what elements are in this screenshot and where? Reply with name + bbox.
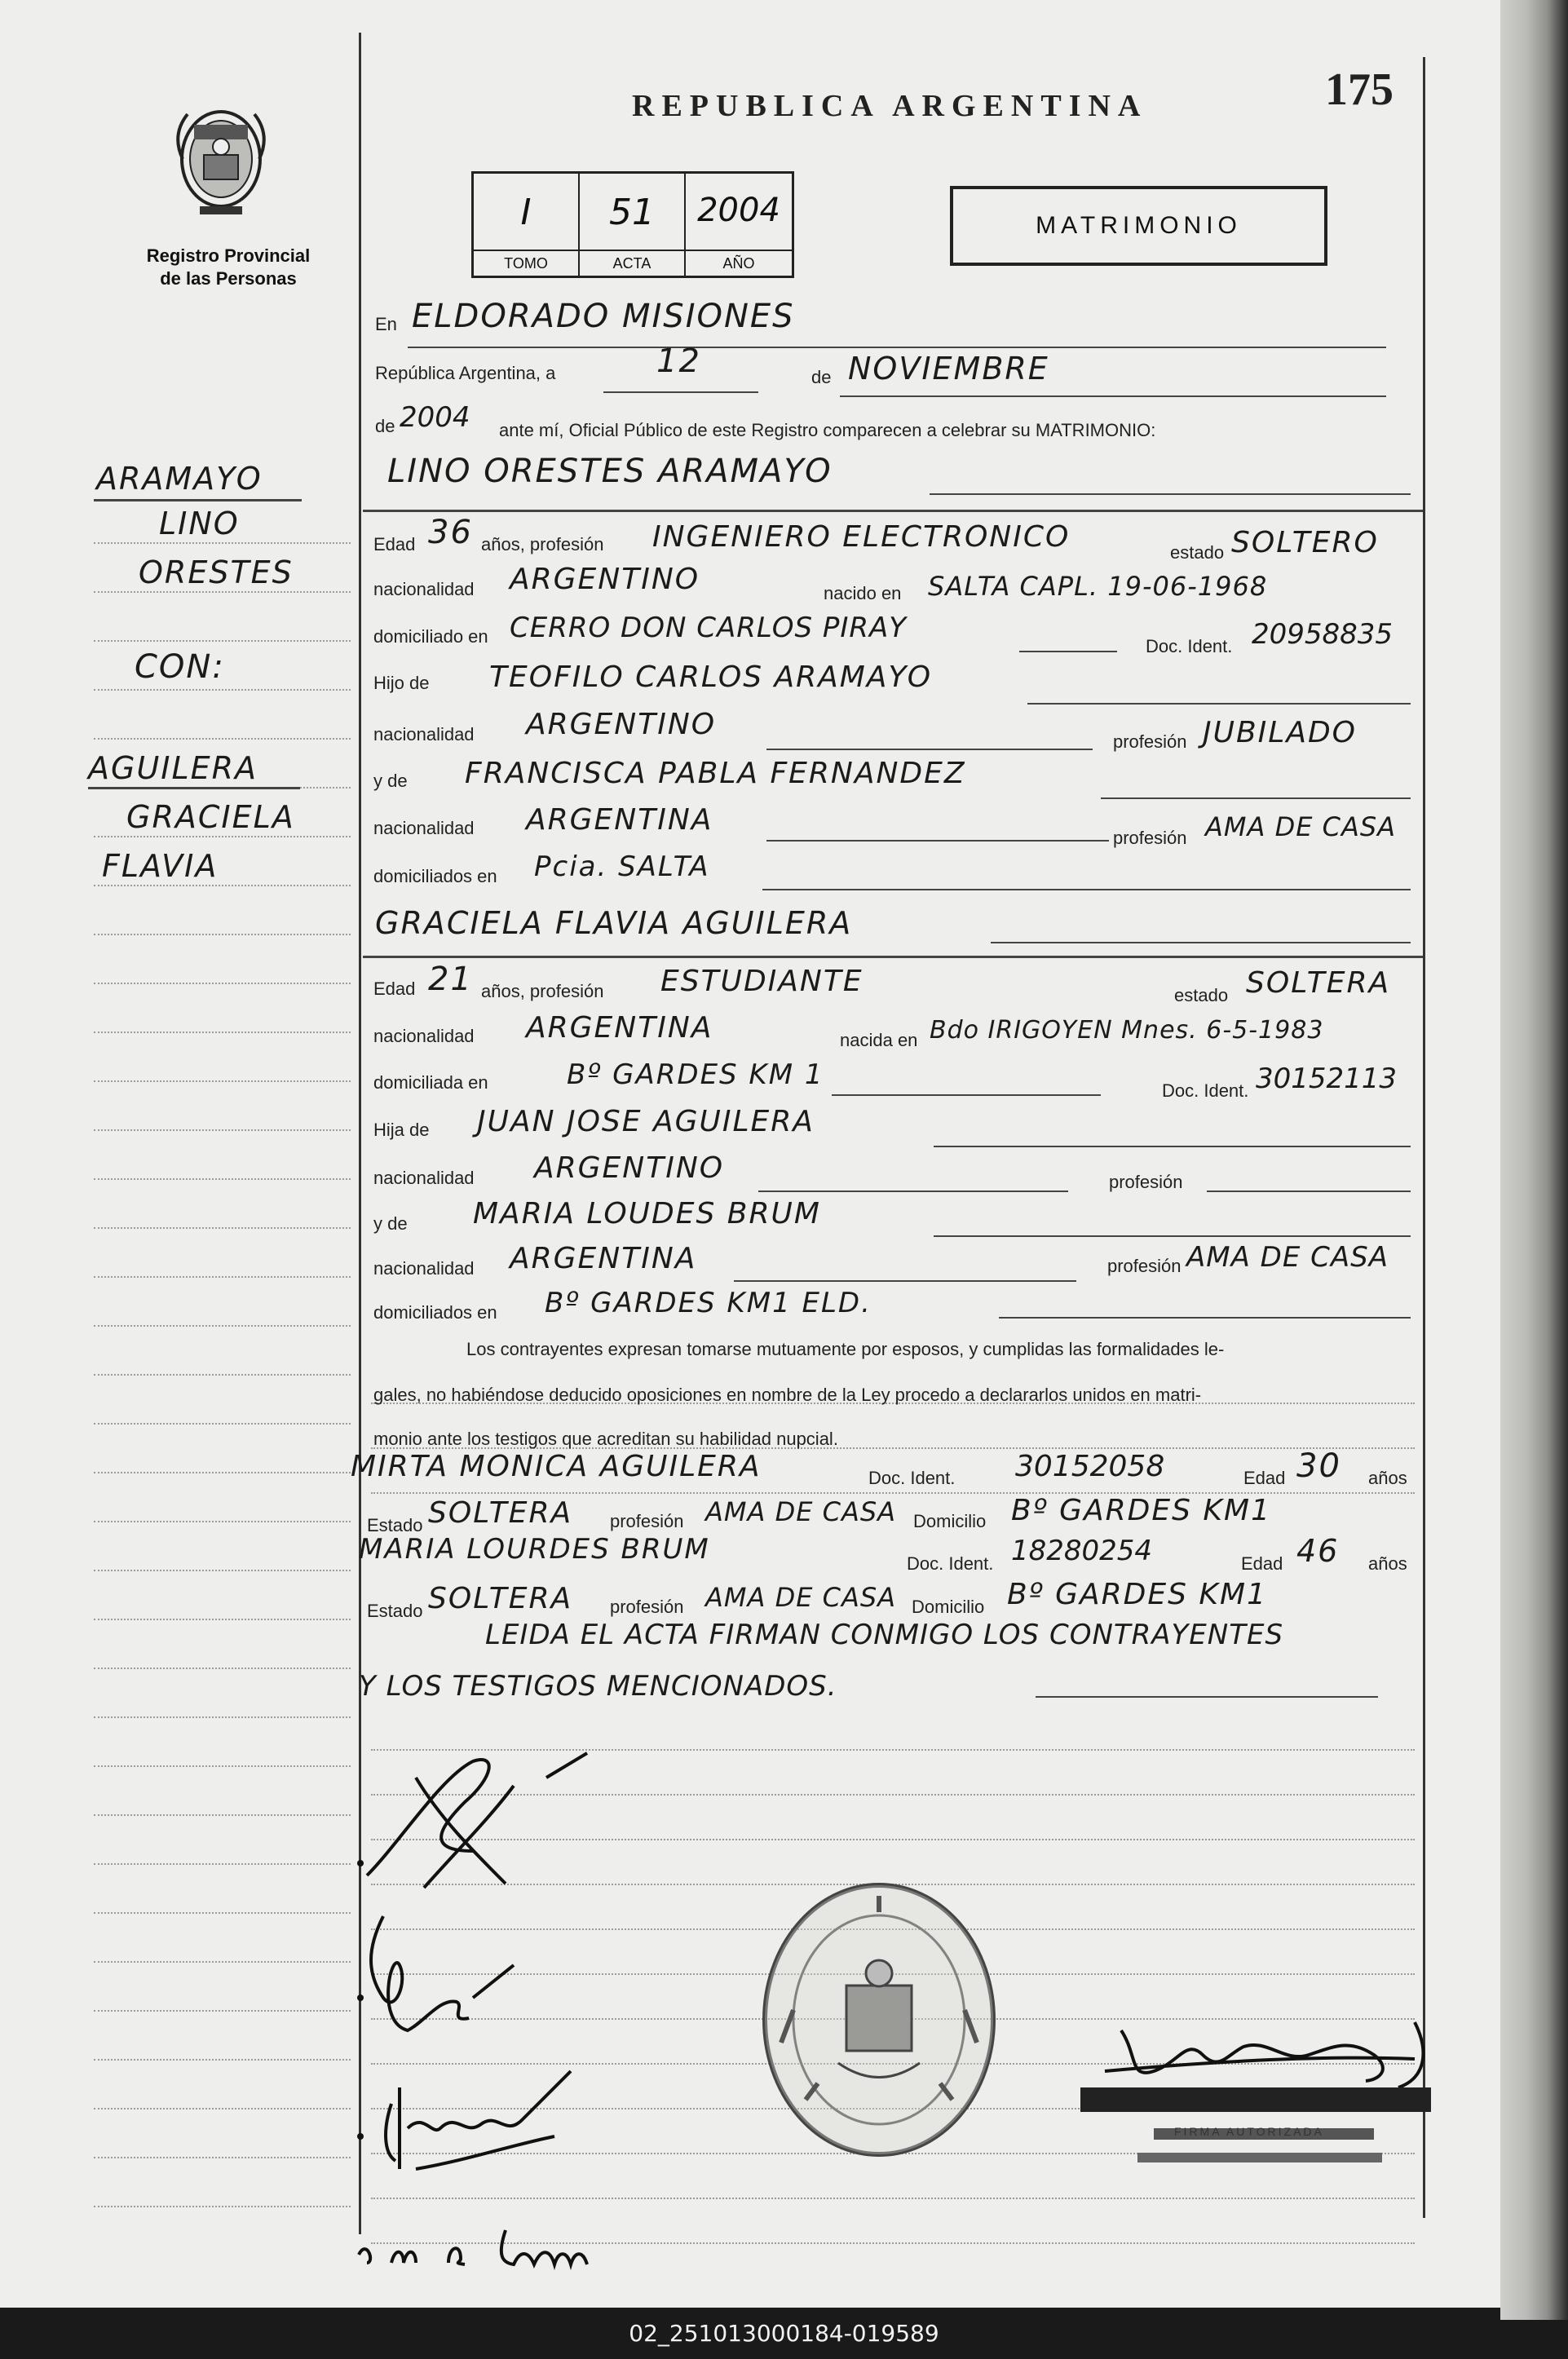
signature-groom <box>351 1745 612 1900</box>
month-value: NOVIEMBRE <box>848 351 1049 387</box>
closing-line-1: LEIDA EL ACTA FIRMAN CONMIGO LOS CONTRAYENTES <box>485 1619 1284 1651</box>
groom-mother-line <box>1101 797 1411 799</box>
bride-parents-domicile-line <box>999 1317 1411 1319</box>
year-value: 2004 <box>400 401 470 434</box>
margin-underline-groom <box>94 499 302 501</box>
margin-groom-name-2: ORESTES <box>139 554 294 590</box>
groom-mother-profession: AMA DE CASA <box>1205 811 1397 842</box>
label-domiciliados: domiciliados en <box>373 866 497 886</box>
bride-mother-profession: AMA DE CASA <box>1186 1241 1389 1274</box>
label-bride-nacionalidad: nacionalidad <box>373 1026 475 1046</box>
label-father-nacionalidad: nacionalidad <box>373 724 475 744</box>
label-w1-doc: Doc. Ident. <box>868 1468 956 1488</box>
page-title: REPUBLICA ARGENTINA <box>632 89 1148 123</box>
acta-cell <box>580 174 686 276</box>
anio-cell <box>686 174 792 276</box>
book-binding <box>1500 0 1568 2320</box>
groom-mother-nationality: ARGENTINA <box>526 803 713 837</box>
witness-1-name: MIRTA MONICA AGUILERA <box>351 1450 762 1483</box>
margin-bride-surname: AGUILERA <box>88 750 258 786</box>
groom-domicile-line <box>1019 651 1117 652</box>
label-groom-nacionalidad: nacionalidad <box>373 579 475 599</box>
label-w2-estado: Estado <box>367 1601 423 1621</box>
label-w1-anos: años <box>1368 1468 1407 1488</box>
label-bride-y-de: y de <box>373 1213 408 1234</box>
witness-1-status: SOLTERA <box>428 1496 573 1530</box>
bride-father-nationality: ARGENTINO <box>534 1151 725 1185</box>
groom-mother-nat-line <box>766 840 1109 842</box>
label-w1-estado: Estado <box>367 1515 423 1535</box>
label-hijo-de: Hijo de <box>373 673 430 693</box>
signature-witness-2 <box>351 2214 620 2279</box>
bride-father-line <box>934 1146 1411 1147</box>
label-w2-doc: Doc. Ident. <box>907 1553 994 1574</box>
tomo-label: TOMO <box>474 250 578 276</box>
groom-mother: FRANCISCA PABLA FERNANDEZ <box>465 757 966 790</box>
witness-2-age: 46 <box>1296 1533 1340 1569</box>
label-w2-profesion: profesión <box>610 1597 684 1617</box>
label-bmother-profesion: profesión <box>1107 1256 1182 1276</box>
label-mother-profesion: profesión <box>1113 828 1187 848</box>
label-ante-mi: ante mí, Oficial Público de este Registro comparecen a celebrar su MATRIMONIO: <box>499 420 1156 440</box>
groom-doc: 20958835 <box>1252 618 1394 651</box>
bride-status: SOLTERA <box>1246 966 1391 1000</box>
groom-nationality: ARGENTINO <box>510 563 700 596</box>
bride-father: JUAN JOSE AGUILERA <box>477 1105 815 1138</box>
groom-name-line <box>930 493 1411 495</box>
margin-con: CON: <box>135 648 225 686</box>
label-groom-nacido: nacido en <box>824 583 902 603</box>
margin-groom-name-1: LINO <box>159 506 240 541</box>
label-groom-anos-profesion: años, profesión <box>481 534 604 554</box>
witness-2-domicile: Bº GARDES KM1 <box>1007 1578 1267 1611</box>
bride-name-line <box>991 942 1411 943</box>
act-type-box: MATRIMONIO <box>950 186 1327 266</box>
label-bmother-nacionalidad: nacionalidad <box>373 1258 475 1279</box>
day-line <box>603 391 758 393</box>
groom-age: 36 <box>428 514 473 551</box>
statement-line-1: Los contrayentes expresan tomarse mutuamente por esposos, y cumplidas las formalidades le- <box>466 1339 1225 1359</box>
groom-status: SOLTERO <box>1231 526 1379 559</box>
bride-father-nat-line <box>758 1191 1068 1192</box>
label-groom-estado: estado <box>1170 542 1225 563</box>
label-hija-de: Hija de <box>373 1120 430 1140</box>
groom-father-line <box>1027 703 1411 705</box>
day-value: 12 <box>656 342 701 380</box>
label-de-month: de <box>811 367 832 387</box>
label-bride-domiciliados: domiciliados en <box>373 1302 497 1323</box>
groom-father-nationality: ARGENTINO <box>526 708 717 741</box>
margin-underline-bride <box>88 787 300 789</box>
witness-2-status: SOLTERA <box>428 1582 573 1615</box>
label-bfather-profesion: profesión <box>1109 1172 1183 1192</box>
groom-father-nat-line <box>766 749 1093 750</box>
bride-age: 21 <box>428 961 473 998</box>
bride-mother-nat-line <box>734 1280 1076 1282</box>
place-line <box>408 347 1386 348</box>
bride-father-prof-line <box>1207 1191 1411 1192</box>
bride-doc: 30152113 <box>1256 1062 1398 1095</box>
witness-1-domicile: Bº GARDES KM1 <box>1011 1494 1271 1527</box>
official-round-stamp-icon <box>757 1880 1001 2161</box>
bride-section-divider <box>363 956 1423 958</box>
label-bride-estado: estado <box>1174 985 1229 1005</box>
label-de-year: de <box>375 416 395 436</box>
witness-1-age: 30 <box>1296 1447 1341 1485</box>
closing-line <box>1036 1696 1378 1698</box>
label-father-profesion: profesión <box>1113 731 1187 752</box>
groom-father-profession: JUBILADO <box>1203 716 1358 749</box>
label-en: En <box>375 314 397 334</box>
witness-1-doc: 30152058 <box>1015 1450 1165 1483</box>
label-bride-edad: Edad <box>373 978 416 999</box>
image-caption: 02_251013000184-019589 <box>629 2320 939 2347</box>
bride-parents-domicile: Bº GARDES KM1 ELD. <box>545 1287 872 1319</box>
groom-profession: INGENIERO ELECTRONICO <box>652 520 1071 554</box>
groom-parents-domicile: Pcia. SALTA <box>534 850 710 883</box>
label-w1-profesion: profesión <box>610 1511 684 1531</box>
witness-2-name: MARIA LOURDES BRUM <box>359 1533 710 1566</box>
bride-nationality: ARGENTINA <box>526 1011 713 1045</box>
label-groom-edad: Edad <box>373 534 416 554</box>
statement-line-2: gales, no habiéndose deducido oposiciones en nombre de la Ley procedo a declararlos unidos en matri- <box>373 1385 1202 1405</box>
margin-groom-surname: ARAMAYO <box>96 461 263 497</box>
witness-2-doc: 18280254 <box>1011 1535 1153 1567</box>
label-w2-domicilio: Domicilio <box>912 1597 985 1617</box>
label-bfather-nacionalidad: nacionalidad <box>373 1168 475 1188</box>
record-number-box <box>471 171 794 278</box>
anio-label: AÑO <box>686 250 792 276</box>
right-border-line <box>1423 57 1425 2218</box>
tomo-value: I <box>520 192 532 233</box>
bride-born: Bdo IRIGOYEN Mnes. 6-5-1983 <box>930 1016 1324 1045</box>
margin-bride-name-2: FLAVIA <box>102 848 219 884</box>
label-bride-doc: Doc. Ident. <box>1162 1080 1249 1101</box>
registry-line-2: de las Personas <box>160 268 297 289</box>
statement-line-3: monio ante los testigos que acreditan su habilidad nupcial. <box>373 1429 838 1449</box>
bride-mother-nationality: ARGENTINA <box>510 1242 697 1275</box>
label-groom-doc: Doc. Ident. <box>1146 636 1233 656</box>
groom-domicile: CERRO DON CARLOS PIRAY <box>510 612 908 644</box>
registry-name <box>122 245 334 290</box>
official-stamp-text: FIRMA AUTORIZADA <box>1174 2125 1324 2138</box>
provincial-coat-of-arms-icon <box>171 102 271 224</box>
label-groom-domiciliado: domiciliado en <box>373 626 488 647</box>
label-bride-nacida: nacida en <box>840 1030 918 1050</box>
groom-parents-domicile-line <box>762 889 1411 890</box>
bride-profession: ESTUDIANTE <box>660 965 864 998</box>
groom-section-divider <box>363 510 1423 512</box>
label-bride-anos-profesion: años, profesión <box>481 981 604 1001</box>
registry-line-1: Registro Provincial <box>146 245 311 266</box>
bride-domicile: Bº GARDES KM 1 <box>567 1058 824 1091</box>
label-bride-domiciliada: domiciliada en <box>373 1072 488 1093</box>
label-w1-domicilio: Domicilio <box>913 1511 987 1531</box>
bride-full-name: GRACIELA FLAVIA AGUILERA <box>375 905 853 941</box>
month-line <box>840 395 1386 397</box>
official-signature <box>1072 2006 1455 2177</box>
bride-mother: MARIA LOUDES BRUM <box>473 1197 821 1230</box>
margin-bride-name-1: GRACIELA <box>126 799 295 835</box>
bride-domicile-line <box>832 1094 1101 1096</box>
groom-father: TEOFILO CARLOS ARAMAYO <box>489 660 933 694</box>
witness-1-profession: AMA DE CASA <box>705 1496 897 1527</box>
witness-2-profession: AMA DE CASA <box>705 1582 897 1613</box>
label-mother-nacionalidad: nacionalidad <box>373 818 475 838</box>
place-value: ELDORADO MISIONES <box>412 298 795 335</box>
groom-full-name: LINO ORESTES ARAMAYO <box>387 453 833 490</box>
acta-value: 51 <box>609 192 655 233</box>
bride-mother-line <box>934 1235 1411 1237</box>
label-w1-edad: Edad <box>1243 1468 1286 1488</box>
closing-line-2: Y LOS TESTIGOS MENCIONADOS. <box>359 1670 837 1703</box>
signature-witness-1 <box>351 2055 595 2185</box>
anio-value: 2004 <box>697 192 780 229</box>
groom-born: SALTA CAPL. 19-06-1968 <box>928 571 1268 602</box>
acta-label: ACTA <box>580 250 684 276</box>
label-w2-edad: Edad <box>1241 1553 1283 1574</box>
page-number: 175 <box>1325 64 1394 115</box>
label-y-de: y de <box>373 771 408 791</box>
tomo-cell <box>474 174 580 276</box>
label-w2-anos: años <box>1368 1553 1407 1574</box>
label-republica: República Argentina, a <box>375 363 556 383</box>
signature-bride <box>351 1900 563 2047</box>
